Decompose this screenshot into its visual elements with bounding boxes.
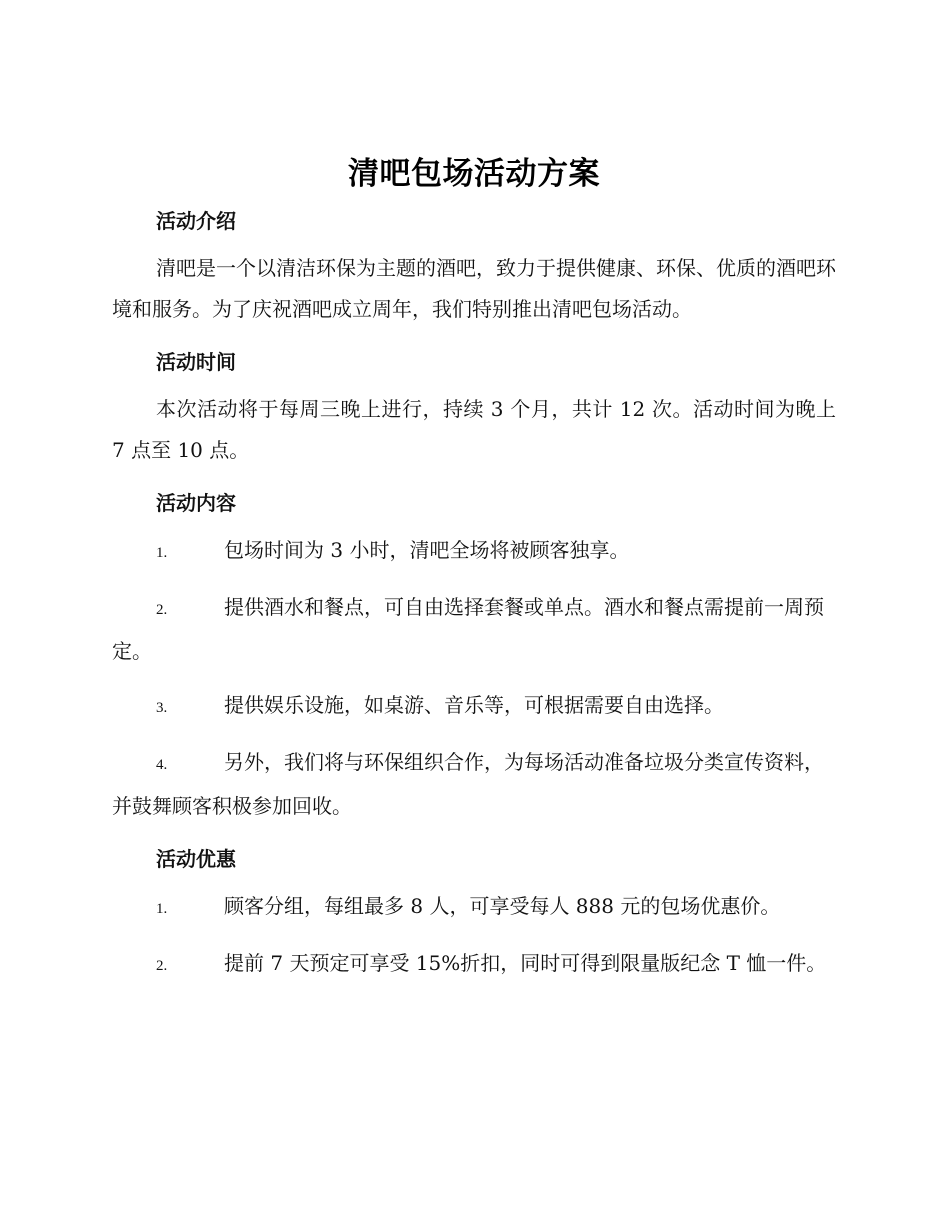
list-item-number: 2. bbox=[156, 958, 168, 974]
section-paragraph-introduction: 清吧是一个以清洁环保为主题的酒吧，致力于提供健康、环保、优质的酒吧环境和服务。为了庆祝酒吧成立周年，我们特别推出清吧包场活动。 bbox=[112, 256, 836, 321]
document-body bbox=[112, 148, 836, 987]
document-title: 清吧包场活动方案 bbox=[348, 156, 600, 192]
list-item-text: 提前 7 天预定可享受 15%折扣，同时可得到限量版纪念 T 恤一件。 bbox=[224, 951, 827, 975]
list-item bbox=[112, 587, 836, 672]
list-item bbox=[112, 530, 836, 574]
offers-list bbox=[112, 886, 836, 987]
list-item-text: 包场时间为 3 小时，清吧全场将被顾客独享。 bbox=[224, 538, 630, 562]
list-item bbox=[112, 886, 836, 930]
section-heading-time: 活动时间 bbox=[156, 350, 236, 374]
list-item-text: 提供酒水和餐点，可自由选择套餐或单点。酒水和餐点需提前一周预定。 bbox=[112, 595, 824, 663]
list-item-number: 1. bbox=[156, 545, 168, 561]
list-item bbox=[112, 742, 836, 827]
section-heading-content: 活动内容 bbox=[156, 491, 236, 515]
list-item bbox=[112, 943, 836, 987]
list-item-number: 2. bbox=[156, 602, 168, 618]
section-heading-offers: 活动优惠 bbox=[156, 847, 236, 871]
section-paragraph-time: 本次活动将于每周三晚上进行，持续 3 个月，共计 12 次。活动时间为晚上 7 点至 10 点。 bbox=[112, 397, 836, 462]
content-list bbox=[112, 530, 836, 827]
list-item-number: 1. bbox=[156, 901, 168, 917]
list-item-text: 另外，我们将与环保组织合作，为每场活动准备垃圾分类宣传资料，并鼓舞顾客积极参加回收。 bbox=[112, 750, 824, 818]
list-item-number: 4. bbox=[156, 757, 168, 773]
list-item bbox=[112, 685, 836, 729]
section-heading-introduction: 活动介绍 bbox=[156, 209, 236, 233]
list-item-text: 顾客分组，每组最多 8 人，可享受每人 888 元的包场优惠价。 bbox=[224, 894, 781, 918]
list-item-number: 3. bbox=[156, 700, 168, 716]
list-item-text: 提供娱乐设施，如桌游、音乐等，可根据需要自由选择。 bbox=[224, 693, 724, 717]
